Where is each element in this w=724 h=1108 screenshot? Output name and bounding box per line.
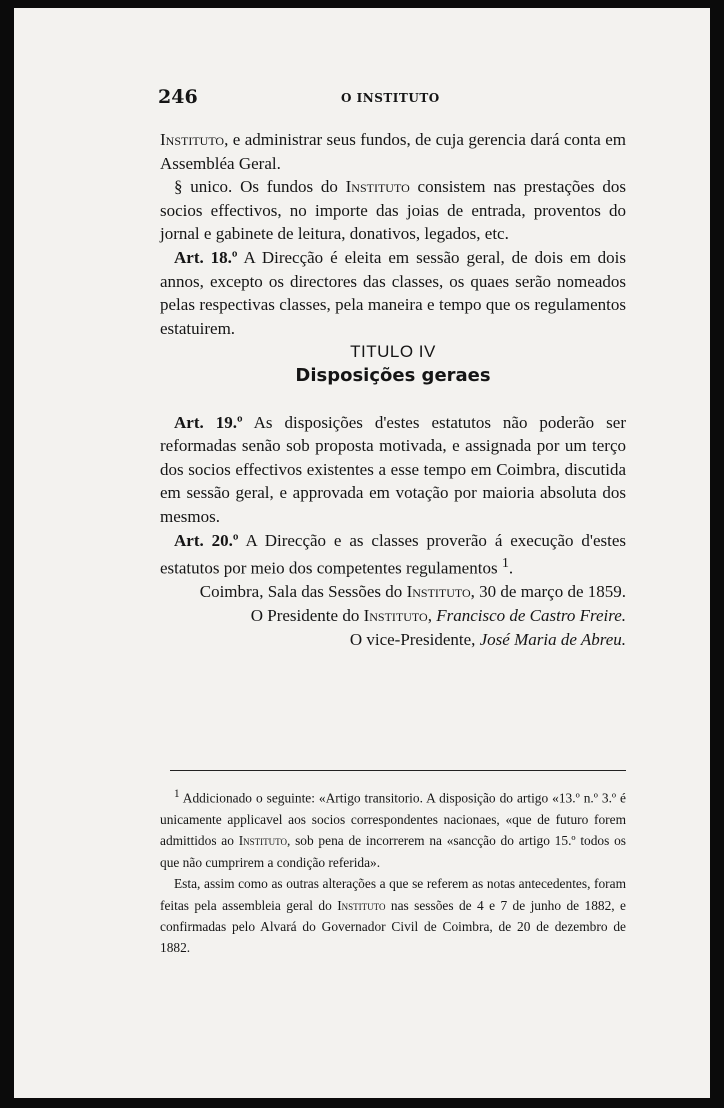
article-18: Art. 18.º A Direcção é eleita em sessão geral, de dois em dois annos, excepto os directores das classes, os quaes serão nomeados pelas respectivas classes, pela maneira e tempo que os regulamentos estatuirem. — [160, 247, 626, 338]
dateline: Coimbra, Sala das Sessões do Instituto, 30 de março de 1859. — [199, 582, 626, 602]
article-19: Art. 19.º As disposições d'estes estatutos não poderão ser reformadas senão sob proposta motivada, e assignada por um terço dos socios effectivos existentes a esse tempo em Coimbra, discutida em sessão geral, e approvada em votação por maioria absoluta dos mesmos. — [160, 412, 626, 526]
footnote-reference: 1 — [501, 555, 509, 572]
footnote-mark: 1 — [174, 788, 180, 800]
signature-president: O Presidente do Instituto, Francisco de Castro Freire. — [250, 605, 626, 625]
footnote-2: Esta, assim como as outras alterações a que se referem as notas antecedentes, foram feitas pela assembleia geral do Instituto nas sessões de 4 e 7 de junho de 1882, e confirmadas pelo Alvará do Governador Civil de Coimbra, de 20 de dezembro de 1882. — [160, 876, 626, 956]
president-name: Francisco de Castro Freire. — [436, 605, 626, 625]
footnote-1: $^1$ Addicionado o seguinte: «Artigo transitorio. A disposição do artigo «13.º n.º 3.º é unicamente applicavel aos socios correspondentes nacionaes, «que de futuro forem admittidos ao Instituto, sob pena de incorrerem na «sancção do artigo 15.º todos os que não cumprirem a condição referida». — [160, 788, 626, 870]
footnote-divider — [170, 770, 626, 771]
page-header — [14, 86, 710, 116]
section-title: TITULO IV — [350, 342, 436, 362]
article-label: Art. 18.º — [174, 247, 238, 267]
main-text — [160, 128, 626, 651]
page-number: 246 — [158, 86, 198, 108]
article-20: Art. 20.º A Direcção e as classes proverão á execução d'estes estatutos por meio dos competentes regulamentos $^1$. — [160, 530, 626, 578]
paragraph-unico: § unico. Os fundos do Instituto consistem nas prestações dos socios effectivos, no importe das joias de entrada, proventos do jornal e gabinete de leitura, donativos, legados, etc. — [160, 177, 626, 244]
paragraph-continuation: Instituto, e administrar seus fundos, de cuja gerencia dará conta em Assembléa Geral. — [160, 130, 626, 173]
article-label: Art. 20.º — [174, 530, 239, 550]
running-title: O INSTITUTO — [341, 91, 440, 105]
vice-president-name: José Maria de Abreu. — [479, 629, 626, 649]
section-subtitle: Disposições geraes — [295, 364, 491, 386]
signature-vice-president: O vice-Presidente, José Maria de Abreu. — [349, 629, 626, 649]
footnotes — [160, 784, 626, 959]
article-label: Art. 19.º — [174, 412, 243, 432]
book-page — [14, 8, 710, 1098]
